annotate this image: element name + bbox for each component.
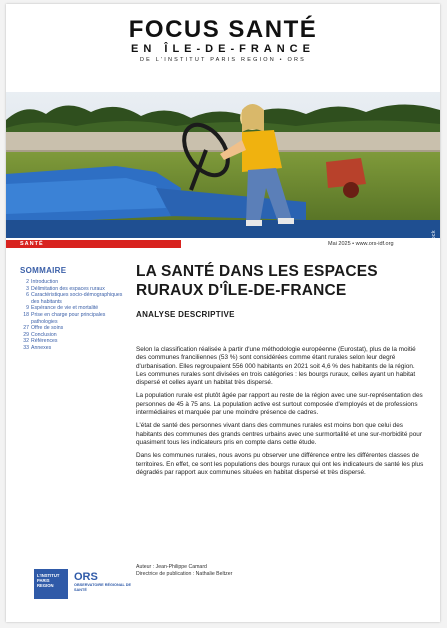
toc-page: 6 [26, 292, 29, 299]
toc-page: 29 [23, 331, 29, 338]
author-line: Auteur : Jean-Philippe Camard [136, 564, 207, 570]
toc-page: 9 [26, 305, 29, 312]
photo-credit: Adobe Stock [431, 230, 437, 264]
toc-label: Espérance de vie et mortalité [31, 305, 99, 312]
institut-logo [34, 569, 68, 599]
toc-label: Références [31, 338, 58, 345]
toc-label: Caractéristiques socio-démographiques des habitants [31, 292, 123, 305]
toc-label: Introduction [31, 279, 59, 285]
report-body [136, 346, 426, 482]
toc-page: 27 [23, 325, 29, 332]
toc-label: Délimitation des espaces ruraux [31, 285, 105, 292]
toc-label: Offre de soins [31, 325, 64, 332]
masthead-tagline: DE L'INSTITUT PARIS REGION • ORS [139, 57, 307, 63]
ors-logo [74, 571, 134, 593]
director-line: Directrice de publication : Nathalie Beltzer [136, 571, 233, 577]
masthead-title: FOCUS SANTÉ [128, 16, 318, 43]
ors-logo-mark: ORS [74, 571, 98, 583]
ors-logo-name: OBSERVATOIRE RÉGIONAL DE SANTÉ [74, 583, 132, 592]
hero-illustration [6, 92, 440, 238]
report-cover [6, 4, 440, 622]
date-line: Mai 2025 • www.ors-idf.org [328, 241, 394, 247]
body-paragraph: L'état de santé des personnes vivant dans des communes rurales est moins bon que celui des habitants des communes des grands centres urbains avec une surmortalité et une sur-morbidité pour quasiment tous les indicateurs pris en compte dans cette étude. [136, 422, 422, 446]
body-paragraph: Selon la classification réalisée à partir d'une méthodologie européenne (Eurostat), plus de la moitié des communes franciliennes (53 %) sont considérées comme étant rurales selon leur degré d'urbanisation. Elles regroupaient 556 000 habitants en 2021 soit 4,6 % des habitants de la région. Les communes rurales sont divisées en trois catégories : les bourgs ruraux, celles ayant un habitat dispersé et celles ayant un habitat très dispersé. [136, 346, 416, 387]
masthead-subtitle: EN ÎLE-DE-FRANCE [131, 43, 315, 55]
toc-item[interactable] [20, 338, 130, 345]
toc-label: Annexes [31, 344, 52, 351]
toc-item[interactable] [20, 325, 130, 332]
report-title: LA SANTÉ DANS LES ESPACES RURAUX D'ÎLE-DE-FRANCE [136, 263, 378, 299]
table-of-contents [20, 266, 130, 352]
main-heading [136, 262, 416, 319]
toc-item[interactable] [20, 279, 130, 286]
toc-item[interactable] [20, 292, 130, 305]
toc-page: 2 [26, 279, 29, 285]
section-bar [6, 240, 181, 248]
toc-title: SOMMAIRE [20, 266, 67, 275]
section-label: SANTÉ [20, 241, 44, 247]
toc-page: 33 [23, 344, 29, 351]
toc-page: 32 [23, 338, 29, 345]
toc-label: Conclusion [31, 331, 57, 338]
toc-item[interactable] [20, 305, 130, 312]
credits [136, 564, 416, 578]
masthead [6, 18, 440, 64]
body-paragraph: Dans les communes rurales, nous avons pu observer une différence entre les différentes classes de territoires. En effet, ce sont les populations des bourgs ruraux qui ont les indicateurs de santé les plus dégradés par rapport aux communes situées en habitat dispersé et très dispersé. [136, 452, 424, 476]
body-paragraph: La population rurale est plutôt âgée par rapport au reste de la région avec une sur-représentation des personnes de 45 à 75 ans. La population active est surtout composée d'employés et de professions intermédiaires et marquée par une moindre présence de cadres. [136, 392, 423, 417]
toc-item[interactable] [20, 345, 130, 352]
toc-item[interactable] [20, 312, 130, 325]
toc-page: 18 [23, 311, 29, 318]
institut-logo-text: L'INSTITUT PARIS REGION [37, 573, 60, 588]
toc-item[interactable] [20, 332, 130, 339]
toc-label: Prise en charge pour principales pathologies [31, 311, 106, 325]
toc-page: 3 [26, 285, 29, 292]
toc-item[interactable] [20, 286, 130, 293]
report-subtitle: ANALYSE DESCRIPTIVE [136, 310, 235, 319]
